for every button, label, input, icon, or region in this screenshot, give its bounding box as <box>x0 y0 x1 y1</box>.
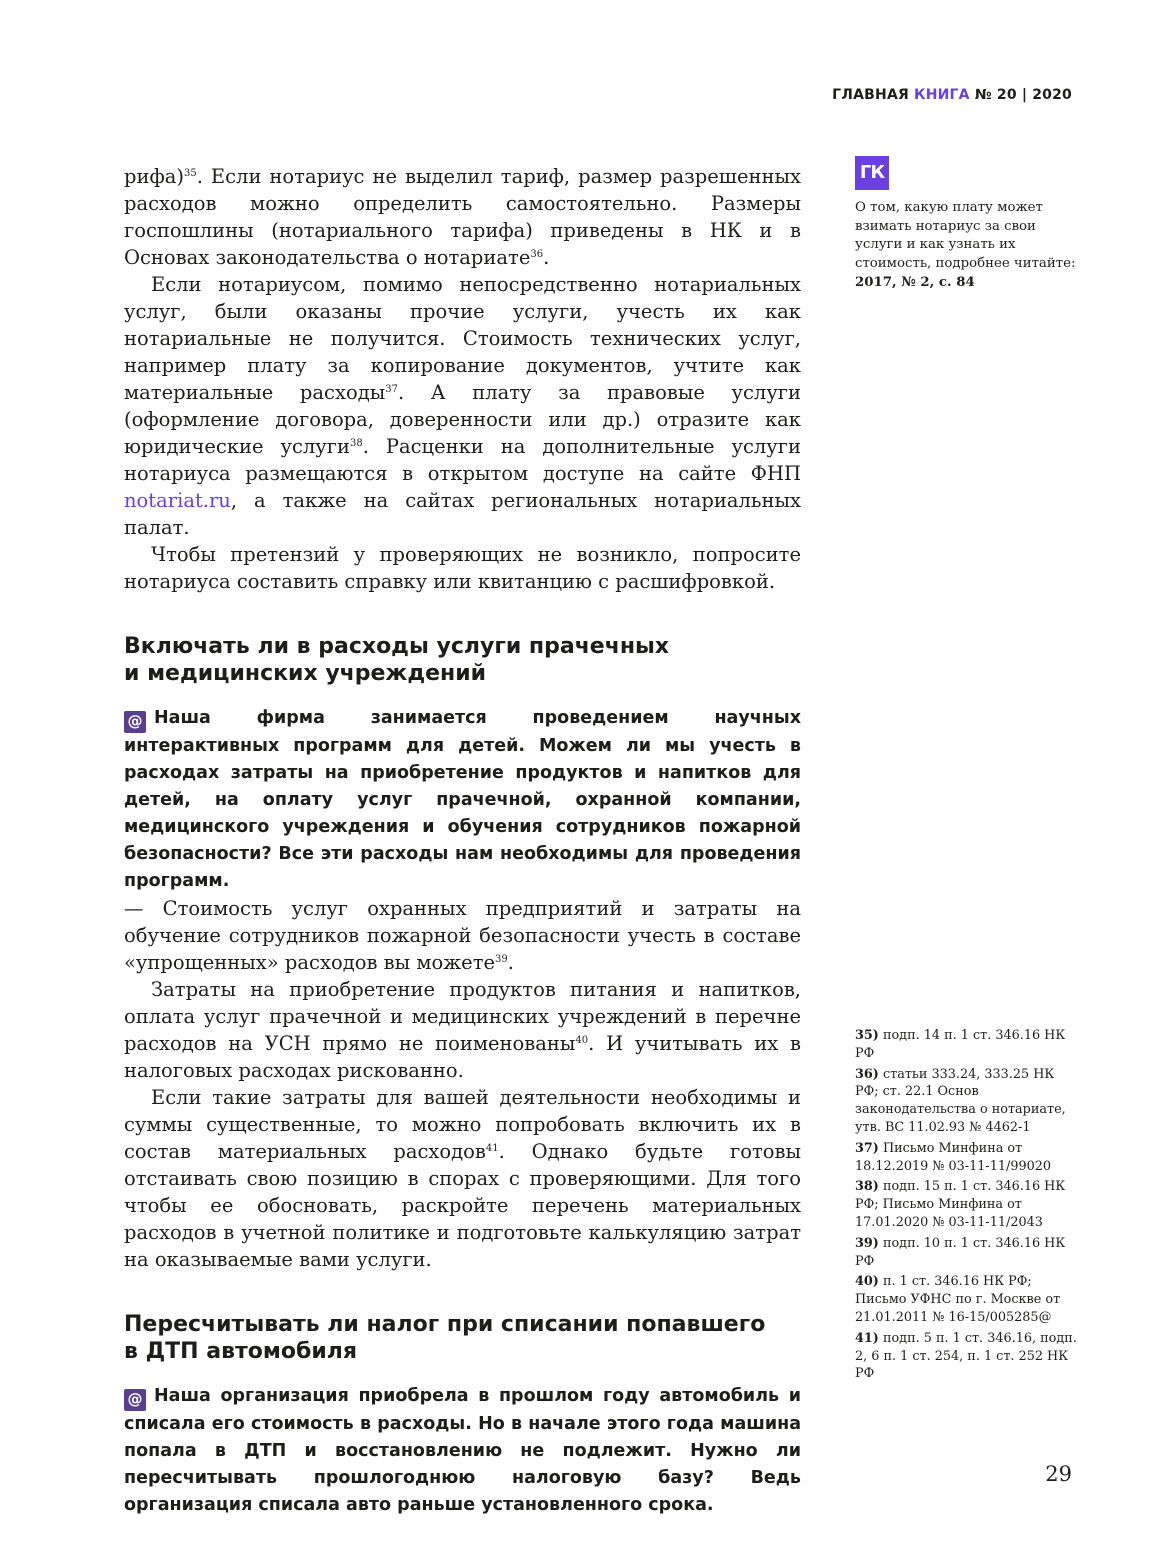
footnote: 40) п. 1 ст. 346.16 НК РФ; Письмо УФНС по г. Москве от 21.01.2011 № 16-15/005285@ <box>855 1274 1061 1325</box>
footnote-ref[interactable]: 37 <box>385 384 398 395</box>
footnote: 37) Письмо Минфина от 18.12.2019 № 03-11-11/99020 <box>855 1140 1052 1174</box>
at-icon: @ <box>124 1389 146 1411</box>
brand-glavnaya: ГЛАВНАЯ <box>832 87 909 103</box>
question: @ Наша организация приобрела в прошлом году автомобиль и списала его стоимость в расходы. Но в начале этого года машина попала в ДТП и восстановлению не подлежит. Нужно ли пересчитывать прошлогоднюю налоговую базу? Ведь организация списала авто раньше установленного срока. <box>124 1386 801 1515</box>
answer: — Стоимость услуг охранных предприятий и затраты на обучение сотрудников пожарной безопасности учесть в составе «упрощенных» расходов вы можете$^{39}$. <box>124 897 801 974</box>
paragraph: рифа)$^{35}$. Если нотариус не выделил тариф, размер разрешенных расходов можно определить самостоятельно. Размеры госпошлины (нотариального тарифа) приведены в НК и в Основах законодательства о нотариате$^{36}$. <box>124 165 801 269</box>
notariat-link[interactable]: notariat.ru <box>124 489 231 512</box>
section-heading: Пересчитывать ли налог при списании попавшего в ДТП автомобиля <box>124 1312 766 1364</box>
footnote: 36) статьи 333.24, 333.25 НК РФ; ст. 22.1 Основ законодательства о нотариате, утв. ВС 11.02.93 № 4462-1 <box>855 1066 1066 1135</box>
footnote-ref[interactable]: 36 <box>530 249 544 260</box>
running-header <box>832 87 1072 103</box>
footnote-ref[interactable]: 40 <box>575 1035 589 1046</box>
sidebar-note-ref: 2017, № 2, с. 84 <box>855 275 975 290</box>
footnote-ref[interactable]: 39 <box>495 954 508 965</box>
question: @ Наша фирма занимается проведением научных интерактивных программ для детей. Можем ли мы учесть в расходах затраты на приобретение продуктов и напитков для детей, на оплату услуг прачечной, охранной компании, медицинского учреждения и обучения сотрудников пожарной безопасности? Все эти расходы нам необходимы для проведения программ. <box>124 708 801 891</box>
issue-number: № 20 | 2020 <box>974 87 1072 103</box>
footnote: 39) подп. 10 п. 1 ст. 346.16 НК РФ <box>855 1235 1066 1269</box>
at-icon: @ <box>124 711 146 733</box>
page-number: 29 <box>1045 1462 1072 1486</box>
brand-kniga: КНИГА <box>914 87 970 103</box>
footnote-ref[interactable]: 38 <box>349 438 363 449</box>
main-column <box>124 163 801 1519</box>
paragraph: Если нотариусом, помимо непосредственно нотариальных услуг, были оказаны прочие услуги, учесть их как нотариальные не получится. Стоимость технических услуг, например плату за копирование документов, учтите как материальные расходы$^{37}$. А плату за правовые услуги (оформление договора, доверенности или др.) отразите как юридические услуги$^{38}$. Расценки на дополнительные услуги нотариуса размещаются в открытом доступе на сайте ФНП notariat.ru, а также на сайтах региональных нотариальных палат. <box>124 273 802 539</box>
paragraph: Затраты на приобретение продуктов питания и напитков, оплата услуг прачечной и медицинских учреждений в перечне расходов на УСН прямо не поименованы$^{40}$. И учитывать их в налоговых расходах рискованно. <box>124 978 801 1082</box>
footnote: 41) подп. 5 п. 1 ст. 346.16, подп. 2, 6 п. 1 ст. 254, п. 1 ст. 252 НК РФ <box>855 1330 1077 1382</box>
footnote-ref[interactable]: 41 <box>485 1143 499 1154</box>
sidebar-note-text: О том, какую плату может взимать нотариус за свои услуги и как узнать их стоимость, подробнее читайте: <box>855 200 1076 271</box>
paragraph: Если такие затраты для вашей деятельности необходимы и суммы существенные, то можно попробовать включить их в состав материальных расходов$^{41}$. Однако будьте готовы отстаивать свою позицию в спорах с проверяющими. Для того чтобы ее обосновать, раскройте перечень материальных расходов в учетной политике и подготовьте калькуляцию затрат на оказываемые вами услуги. <box>124 1086 802 1271</box>
paragraph: Чтобы претензий у проверяющих не возникло, попросите нотариуса составить справку или квитанцию с расшифровкой. <box>124 543 801 593</box>
section-heading: Включать ли в расходы услуги прачечных и медицинских учреждений <box>124 634 670 686</box>
footnote: 38) подп. 15 п. 1 ст. 346.16 НК РФ; Письмо Минфина от 17.01.2020 № 03-11-11/2043 <box>855 1179 1066 1230</box>
footnotes <box>855 1027 1080 1386</box>
footnote: 35) подп. 14 п. 1 ст. 346.16 НК РФ <box>855 1028 1066 1061</box>
sidebar-note <box>855 199 1080 293</box>
footnote-ref[interactable]: 35 <box>183 168 197 179</box>
gk-logo-icon: ГК <box>855 156 889 190</box>
